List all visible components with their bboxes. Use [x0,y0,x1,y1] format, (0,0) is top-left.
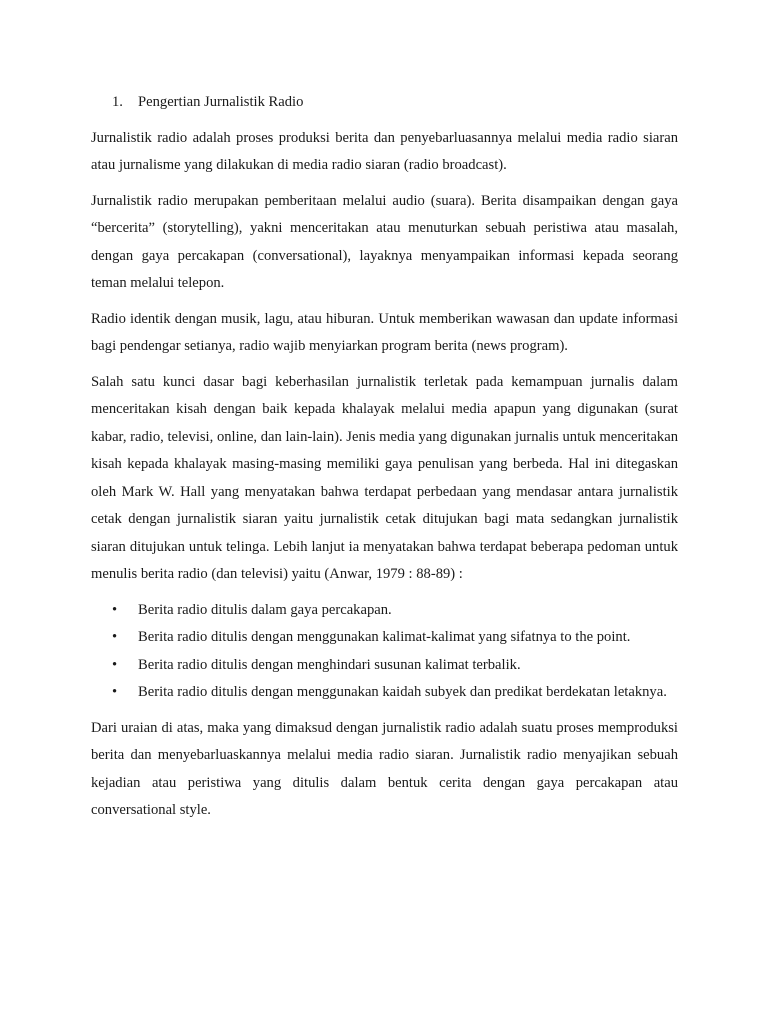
bullet-list [91,597,678,707]
list-item [91,652,678,680]
bullet-icon: • [112,656,118,673]
document-page [91,89,678,833]
section-heading [91,89,678,117]
list-item-text: Berita radio ditulis dengan menggunakan kalimat-kalimat yang sifatnya to the point. [138,629,631,645]
bullet-icon: • [112,601,118,618]
list-item [91,679,678,707]
bullet-icon: • [112,684,118,700]
paragraph: Jurnalistik radio merupakan pemberitaan melalui audio (suara). Berita disampaikan dengan gaya “bercerita” (storytelling), yakni menceritakan atau menuturkan sebuah peristiwa atau masalah, dengan gaya percakapan (conversational), layaknya menyampaikan informasi kepada seorang teman melalui telepon. [91,192,678,291]
list-item-text: Berita radio ditulis dengan menggunakan kaidah subyek dan predikat berdekatan letaknya. [138,684,667,700]
list-item-text: Berita radio ditulis dalam gaya percakapan. [138,601,392,618]
paragraph: Radio identik dengan musik, lagu, atau hiburan. Untuk memberikan wawasan dan update informasi bagi pendengar setianya, radio wajib menyiarkan program berita (news program). [91,310,678,354]
list-item-text: Berita radio ditulis dengan menghindari susunan kalimat terbalik. [138,656,521,673]
section-title: Pengertian Jurnalistik Radio [138,94,304,110]
paragraph: Dari uraian di atas, maka yang dimaksud dengan jurnalistik radio adalah suatu proses memproduksi berita dan menyebarluaskannya melalui media radio siaran. Jurnalistik radio menyajikan sebuah kejadian atau peristiwa yang ditulis dalam bentuk cerita dengan gaya percakapan atau conversational style. [91,719,678,818]
list-item [91,624,678,652]
list-item [91,597,678,625]
section-number: 1. [112,94,123,110]
paragraph: Salah satu kunci dasar bagi keberhasilan jurnalistik terletak pada kemampuan jurnalis dalam menceritakan kisah dengan baik kepada khalayak melalui media apapun yang digunakan (surat kabar, radio, televisi, online, dan lain-lain). Jenis media yang digunakan jurnalis untuk menceritakan kisah kepada khalayak masing-masing memiliki gaya penulisan yang berbeda. Hal ini ditegaskan oleh Mark W. Hall yang menyatakan bahwa terdapat perbedaan yang mendasar antara jurnalistik cetak dengan jurnalistik siaran yaitu jurnalistik cetak ditujukan bagi mata sedangkan jurnalistik siaran ditujukan untuk telinga. Lebih lanjut ia menyatakan bahwa terdapat beberapa pedoman untuk menulis berita radio (dan televisi) yaitu (Anwar, 1979 : 88-89) : [91,373,678,582]
bullet-icon: • [112,629,118,645]
paragraph: Jurnalistik radio adalah proses produksi berita dan penyebarluasannya melalui media radio siaran atau jurnalisme yang dilakukan di media radio siaran (radio broadcast). [91,129,678,173]
